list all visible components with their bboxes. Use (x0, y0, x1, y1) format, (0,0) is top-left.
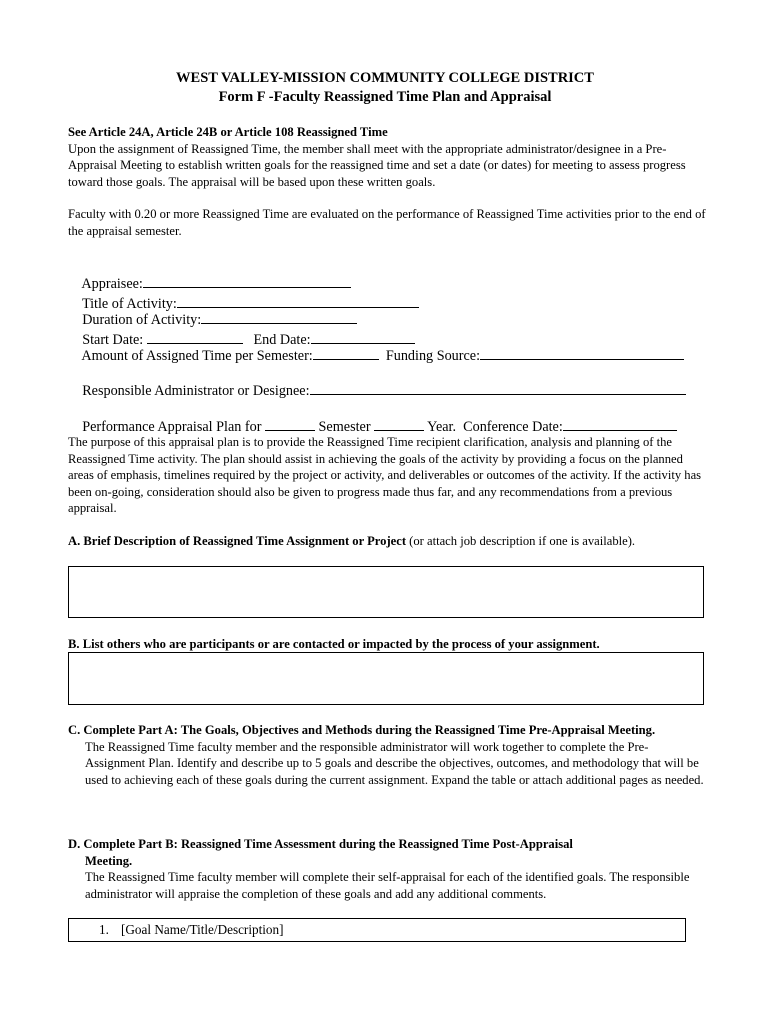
goal-number: 1. (99, 922, 109, 937)
section-a-input-box[interactable] (68, 566, 704, 618)
article-reference: See Article 24A, Article 24B or Article 108 Reassigned Time (68, 125, 388, 139)
goal-label: [Goal Name/Title/Description] (121, 922, 284, 937)
section-b-heading: B. List others who are participants or are contacted or impacted by the process of your assignment. (68, 637, 600, 651)
year-conference-label: Year. Conference Date: (427, 419, 563, 435)
start-date-label: Start Date: (82, 332, 144, 348)
section-a-heading (68, 533, 708, 550)
purpose-paragraph: The purpose of this appraisal plan is to provide the Reassigned Time recipient clarification, analysis and planning of the Reassigned Time activity. The plan should assist in achieving the goals of the activity by providing a focus on the planned areas of emphasis, timelines required by the project or activity, and deliverables or outcomes of the activity. If the activity has been on-going, consideration should also be given to progress made thus far, and any recommendations from a previous appraisal. (68, 435, 702, 515)
amount-label: Amount of Assigned Time per Semester: (81, 348, 313, 364)
section-d-heading-line2: Meeting. (85, 853, 133, 868)
section-d-body: The Reassigned Time faculty member will complete their self-appraisal for each of the identified goals. The responsible administrator will appraise the completion of these goals and add any additional comments. (85, 870, 690, 901)
section-a-label: A. Brief Description of Reassigned Time Assignment or Project (68, 534, 407, 548)
duration-label: Duration of Activity: (82, 312, 202, 328)
section-d (68, 836, 708, 902)
section-c-heading: C. Complete Part A: The Goals, Objectives and Methods during the Reassigned Time Pre-Appraisal Meeting. (68, 723, 656, 737)
district-title: WEST VALLEY-MISSION COMMUNITY COLLEGE DISTRICT (176, 70, 594, 86)
form-title: Form F -Faculty Reassigned Time Plan and Appraisal (218, 89, 552, 105)
section-b-input-box[interactable] (68, 652, 704, 705)
end-date-label: End Date: (253, 332, 311, 348)
title-of-activity-label: Title of Activity: (81, 296, 177, 312)
funding-source-field[interactable] (480, 345, 684, 360)
section-d-heading-line1: D. Complete Part B: Reassigned Time Assessment during the Reassigned Time Post-Appraisal (68, 837, 573, 851)
conference-date-field[interactable] (563, 416, 677, 431)
appraisee-field[interactable] (143, 273, 351, 288)
plan-for-label: Performance Appraisal Plan for (82, 419, 262, 435)
duration-field[interactable] (201, 309, 357, 324)
semester-label: Semester (318, 419, 371, 435)
section-c (68, 722, 708, 788)
appraisee-label: Appraisee: (81, 276, 143, 292)
section-c-body: The Reassigned Time faculty member and the responsible administrator will work together to complete the Pre-Assignment Plan. Identify and describe up to 5 goals and describe the objectives, outcomes, and methodology that will be used to achieving each of these goals during the current assignment. Expand the table or attach additional pages as needed. (85, 739, 704, 787)
intro-section (68, 124, 708, 190)
funding-source-label: Funding Source: (385, 348, 481, 364)
semester-field[interactable] (265, 416, 315, 431)
year-field[interactable] (374, 416, 424, 431)
responsible-admin-field[interactable] (310, 380, 686, 395)
responsible-admin-label: Responsible Administrator or Designee: (82, 383, 310, 399)
intro-paragraph: Upon the assignment of Reassigned Time, the member shall meet with the appropriate administrator/designee in a Pre-Appraisal Meeting to establish written goals for the reassigned time and set a date (or dates) for meeting to assess progress toward those goals. The appraisal will be based upon these written goals. (68, 141, 686, 189)
amount-field[interactable] (313, 345, 379, 360)
section-a-note: (or attach job description if one is available). (406, 534, 636, 548)
evaluation-note: Faculty with 0.20 or more Reassigned Time are evaluated on the performance of Reassigned Time activities prior to the end of the appraisal semester. (68, 207, 706, 238)
goal-table-row[interactable] (68, 918, 686, 942)
